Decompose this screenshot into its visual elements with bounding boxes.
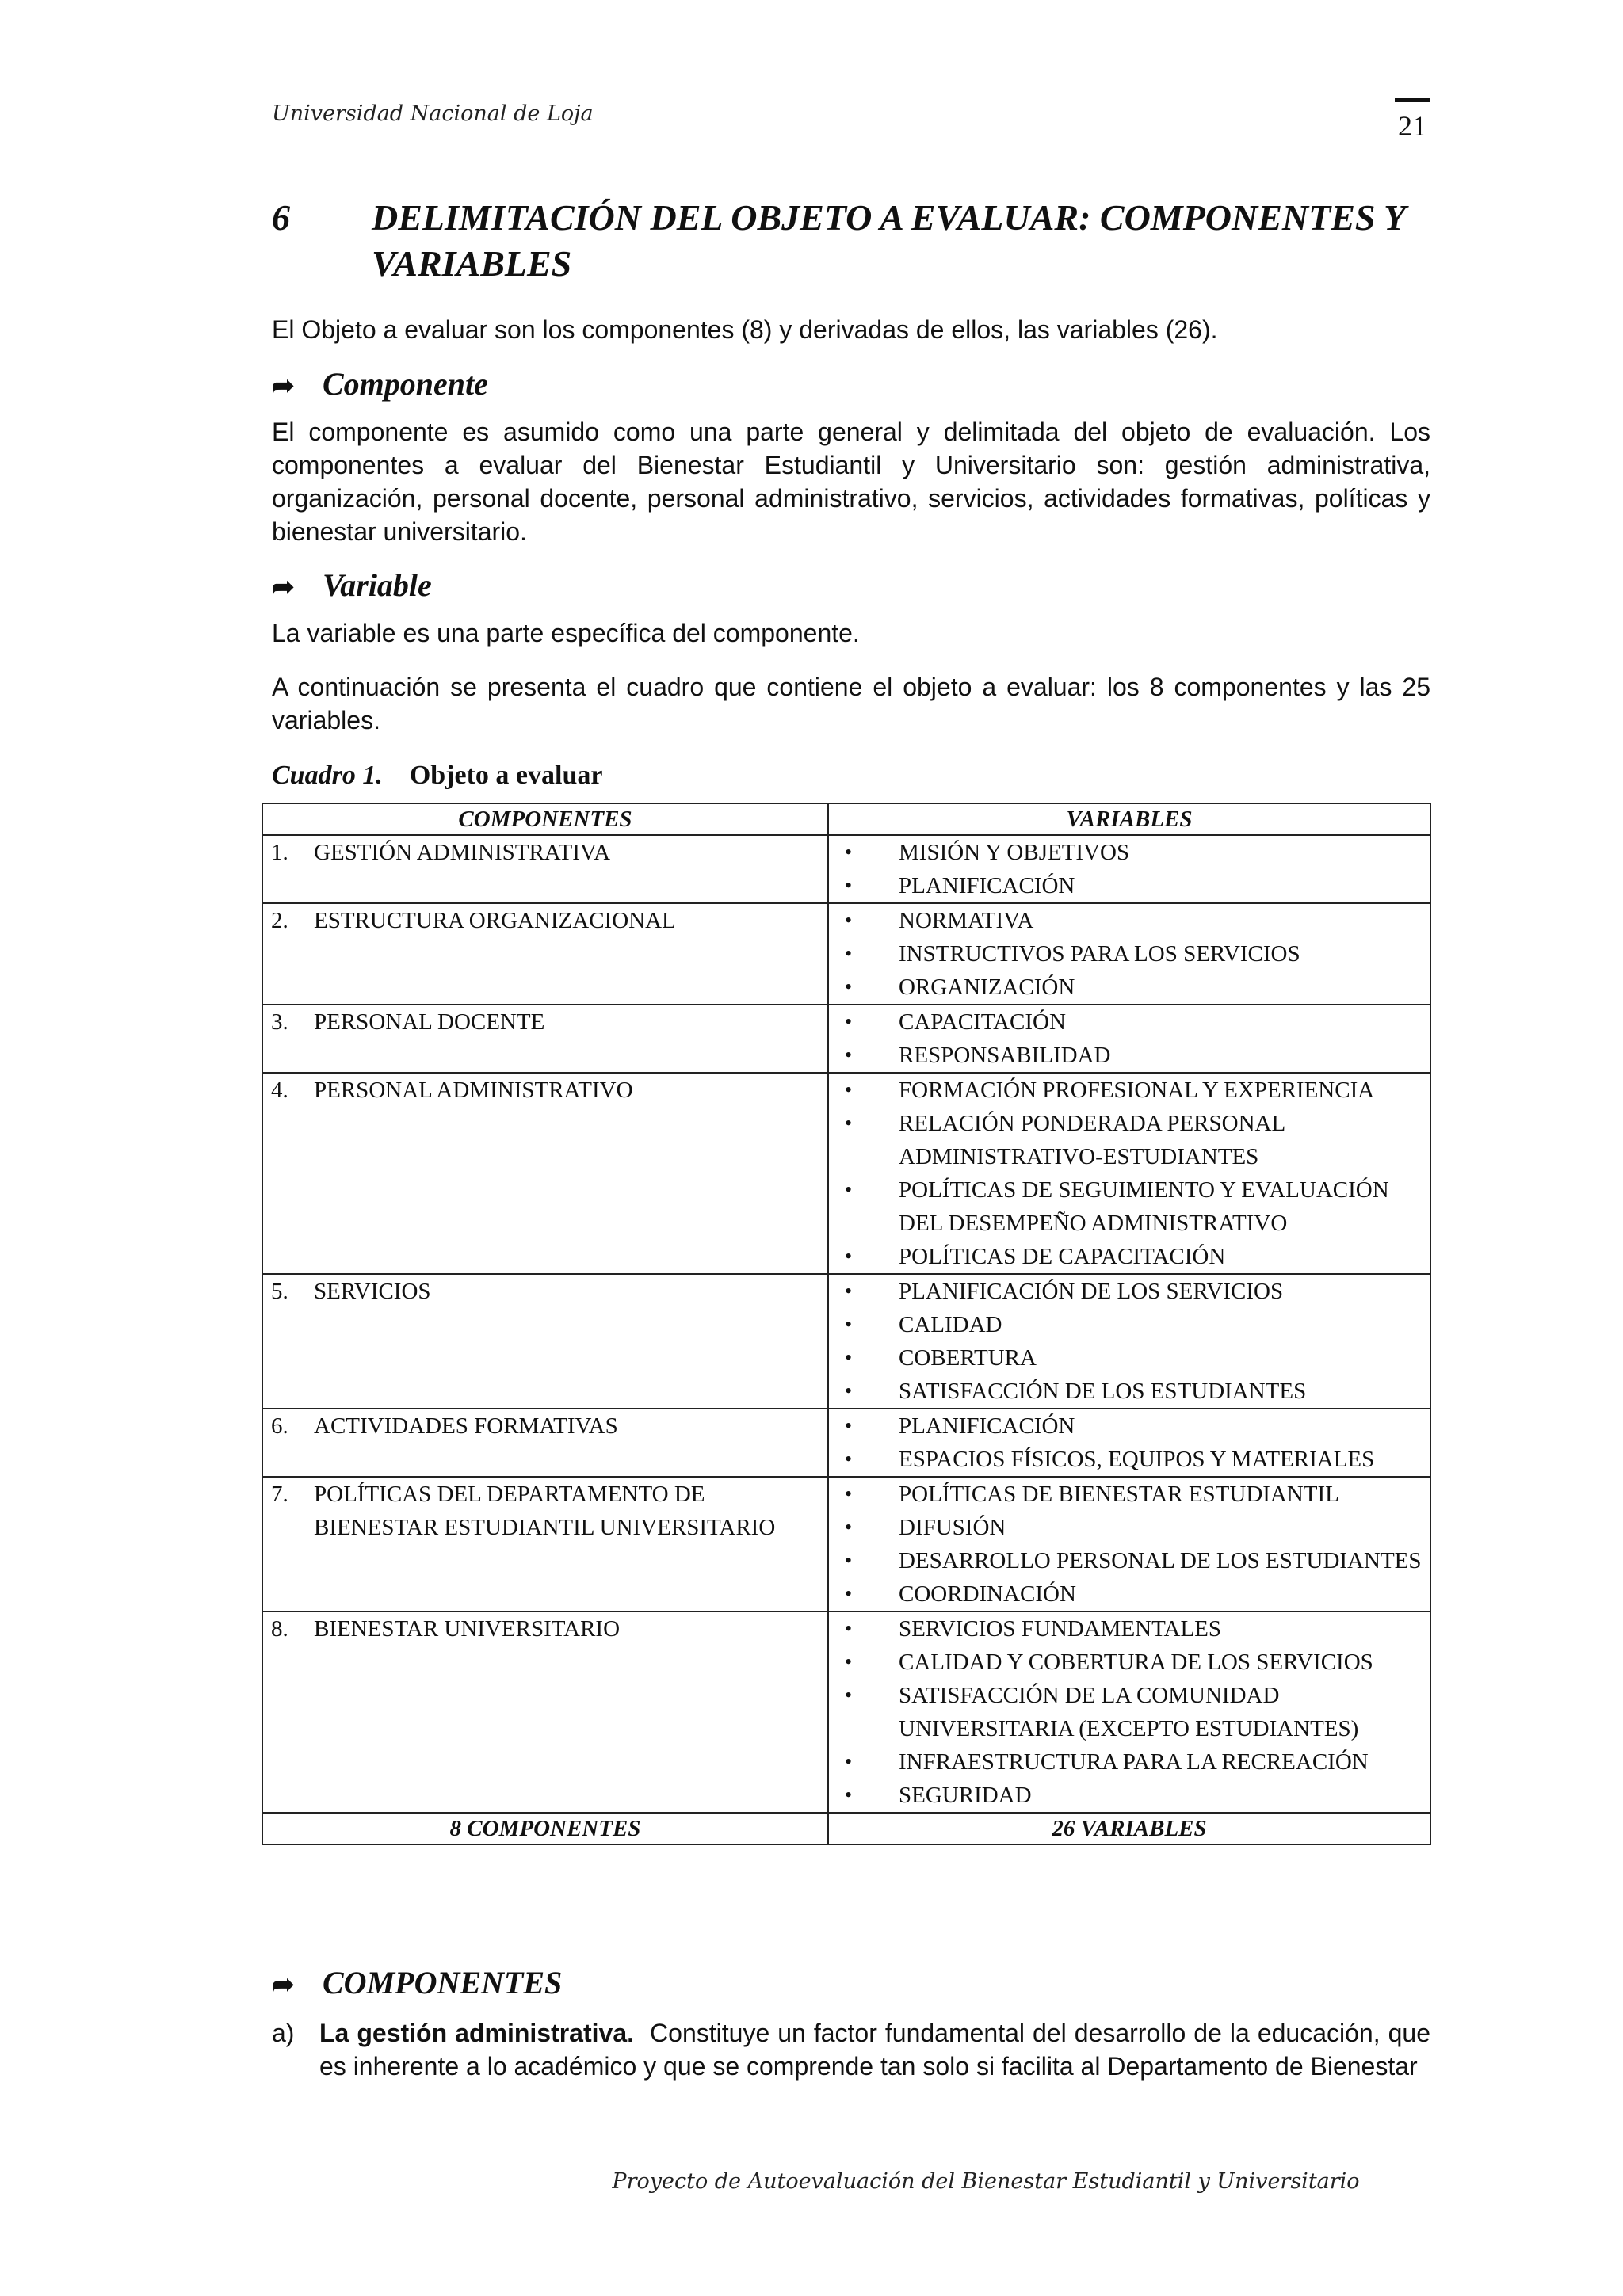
variable-text: POLÍTICAS DE SEGUIMIENTO Y EVALUACIÓN DEL DESEMPEÑO ADMINISTRATIVO — [899, 1177, 1389, 1236]
table-body — [262, 835, 1430, 1813]
variable-item — [837, 1646, 1422, 1679]
variable-text: INSTRUCTIVOS PARA LOS SERVICIOS — [899, 941, 1300, 967]
table-footer-row — [262, 1813, 1430, 1844]
bullet-dot-icon: • — [845, 1750, 853, 1773]
variables-cell — [828, 903, 1430, 1005]
bullet-dot-icon: • — [845, 1379, 853, 1402]
bullet-dot-icon: • — [845, 1783, 853, 1806]
variable-item — [837, 971, 1422, 1004]
variable-text: CALIDAD Y COBERTURA DE LOS SERVICIOS — [899, 1650, 1373, 1675]
variable-item — [837, 1275, 1422, 1308]
variable-text: CALIDAD — [899, 1312, 1002, 1337]
running-footer: Proyecto de Autoevaluación del Bienestar Estudiantil y Universitario — [612, 2169, 1360, 2194]
list-item-bold: La gestión administrativa. — [319, 2019, 635, 2047]
component-cell — [262, 1274, 828, 1409]
bullet-dot-icon: • — [845, 942, 853, 965]
bullet-dot-icon: • — [845, 1112, 853, 1135]
variable-text: PLANIFICACIÓN — [899, 873, 1075, 898]
bullet-dot-icon: • — [845, 1245, 853, 1268]
component-cell — [262, 1073, 828, 1274]
variables-cell — [828, 835, 1430, 903]
bullet-dot-icon: • — [845, 1313, 853, 1336]
variable-text: MISIÓN Y OBJETIVOS — [899, 840, 1130, 865]
arrow-bullet-icon: ➦ — [272, 1970, 295, 2000]
variable-text: RESPONSABILIDAD — [899, 1043, 1111, 1068]
list-item-body — [319, 2016, 1430, 2083]
table-row — [262, 1611, 1430, 1813]
caption-title: Objeto a evaluar — [409, 761, 603, 790]
variable-text: PLANIFICACIÓN DE LOS SERVICIOS — [899, 1279, 1284, 1304]
arrow-bullet-icon: ➦ — [272, 573, 295, 602]
variable-text: COORDINACIÓN — [899, 1581, 1076, 1607]
component-number: 4. — [271, 1077, 288, 1103]
variable-heading: ➦ Variable — [272, 566, 432, 605]
bullet-dot-icon: • — [845, 1617, 853, 1640]
component-cell — [262, 1477, 828, 1611]
table-row — [262, 1073, 1430, 1274]
component-cell — [262, 1005, 828, 1073]
table-caption — [272, 761, 602, 791]
running-header: Universidad Nacional de Loja — [272, 101, 594, 126]
bullet-dot-icon: • — [845, 1414, 853, 1437]
variable-item — [837, 1612, 1422, 1646]
component-number: 5. — [271, 1279, 288, 1304]
variable-item — [837, 1779, 1422, 1812]
variable-text: POLÍTICAS DE CAPACITACIÓN — [899, 1244, 1226, 1269]
objects-table — [262, 803, 1431, 1845]
variable-text: ORGANIZACIÓN — [899, 974, 1075, 1000]
variables-cell — [828, 1073, 1430, 1274]
header-variables: VARIABLES — [828, 803, 1430, 835]
bullet-dot-icon: • — [845, 1078, 853, 1101]
variable-item — [837, 1745, 1422, 1779]
table-row — [262, 835, 1430, 903]
variables-cell — [828, 1611, 1430, 1813]
component-cell — [262, 835, 828, 903]
component-label: POLÍTICAS DEL DEPARTAMENTO DE BIENESTAR ESTUDIANTIL UNIVERSITARIO — [314, 1482, 776, 1540]
bullet-dot-icon: • — [845, 975, 853, 998]
list-item-text: Constituye un factor fundamental del desarrollo de la educación, que es inherente a lo académico y que se comprende tan solo si facilita al Departamento de Bienestar — [319, 2019, 1431, 2081]
table-row — [262, 903, 1430, 1005]
arrow-bullet-icon: ➦ — [272, 372, 295, 401]
component-cell — [262, 1409, 828, 1477]
section-title-text: DELIMITACIÓN DEL OBJETO A EVALUAR: COMPONENTES Y VARIABLES — [372, 197, 1405, 284]
variable-item — [837, 1544, 1422, 1577]
caption-number: Cuadro 1. — [272, 761, 383, 790]
bullet-dot-icon: • — [845, 1582, 853, 1605]
bullet-dot-icon: • — [845, 1650, 853, 1673]
variable-text: FORMACIÓN PROFESIONAL Y EXPERIENCIA — [899, 1077, 1375, 1103]
variable-text: RELACIÓN PONDERADA PERSONAL ADMINISTRATIVO-ESTUDIANTES — [899, 1111, 1285, 1169]
variable-item — [837, 836, 1422, 869]
variable-text: CAPACITACIÓN — [899, 1009, 1066, 1035]
header-components: COMPONENTES — [262, 803, 828, 835]
bullet-dot-icon: • — [845, 1010, 853, 1033]
variable-text: DESARROLLO PERSONAL DE LOS ESTUDIANTES — [899, 1548, 1422, 1573]
bullet-dot-icon: • — [845, 1684, 853, 1707]
variable-item — [837, 1308, 1422, 1341]
component-label: ACTIVIDADES FORMATIVAS — [314, 1413, 618, 1439]
variable-item — [837, 1443, 1422, 1476]
variable-text: PLANIFICACIÓN — [899, 1413, 1075, 1439]
componente-heading: ➦ Componente — [272, 364, 488, 404]
component-number: 3. — [271, 1009, 288, 1035]
footer-variables-total: 26 VARIABLES — [828, 1813, 1430, 1844]
bullet-dot-icon: • — [845, 909, 853, 932]
bullet-dot-icon: • — [845, 1549, 853, 1572]
bullet-dot-icon: • — [845, 841, 853, 864]
variable-text: SEGURIDAD — [899, 1783, 1032, 1808]
bullet-dot-icon: • — [845, 1346, 853, 1369]
intro-paragraph: El Objeto a evaluar son los componentes (8) y derivadas de ellos, las variables (26). — [272, 315, 1218, 344]
component-number: 1. — [271, 840, 288, 865]
variables-cell — [828, 1005, 1430, 1073]
component-number: 7. — [271, 1482, 288, 1507]
component-cell — [262, 1611, 828, 1813]
component-label: GESTIÓN ADMINISTRATIVA — [314, 840, 611, 865]
component-number: 6. — [271, 1413, 288, 1439]
variable-item — [837, 869, 1422, 902]
variables-cell — [828, 1477, 1430, 1611]
bullet-dot-icon: • — [845, 1447, 853, 1470]
component-label: BIENESTAR UNIVERSITARIO — [314, 1616, 621, 1642]
bullet-dot-icon: • — [845, 874, 853, 897]
variable-item — [837, 1577, 1422, 1611]
variable-text: SERVICIOS FUNDAMENTALES — [899, 1616, 1222, 1642]
variable-text: SATISFACCIÓN DE LA COMUNIDAD UNIVERSITARIA (EXCEPTO ESTUDIANTES) — [899, 1683, 1359, 1741]
variable-item — [837, 1039, 1422, 1072]
variable-text: SATISFACCIÓN DE LOS ESTUDIANTES — [899, 1379, 1307, 1404]
variables-cell — [828, 1409, 1430, 1477]
variable-text: DIFUSIÓN — [899, 1515, 1006, 1540]
component-cell — [262, 903, 828, 1005]
variable-item — [837, 1173, 1422, 1240]
variable-item — [837, 1511, 1422, 1544]
variable-item — [837, 1375, 1422, 1408]
table-header-row — [262, 803, 1430, 835]
component-label: ESTRUCTURA ORGANIZACIONAL — [314, 908, 676, 933]
variable-item — [837, 1107, 1422, 1173]
bullet-dot-icon: • — [845, 1280, 853, 1302]
variable-text: POLÍTICAS DE BIENESTAR ESTUDIANTIL — [899, 1482, 1339, 1507]
variable-item — [837, 904, 1422, 937]
table-row — [262, 1409, 1430, 1477]
variable-item — [837, 1341, 1422, 1375]
section-number: 6 — [272, 197, 290, 238]
component-number: 2. — [271, 908, 288, 933]
footer-components-total: 8 COMPONENTES — [262, 1813, 828, 1844]
page-number: 21 — [1398, 110, 1426, 142]
componente-paragraph: El componente es asumido como una parte general y delimitada del objeto de evaluación. Los componentes a evaluar del Bienestar Estudiantil y Universitario son: gestión administrativa, organización, personal docente, personal administrativo, servicios, actividades formativas, políticas y bienestar universitario. — [272, 418, 1430, 546]
component-label: PERSONAL DOCENTE — [314, 1009, 545, 1035]
component-label: PERSONAL ADMINISTRATIVO — [314, 1077, 633, 1103]
bullet-dot-icon: • — [845, 1516, 853, 1539]
variable-item — [837, 1478, 1422, 1511]
variable-item — [837, 937, 1422, 971]
variable-paragraph: La variable es una parte específica del componente. — [272, 619, 860, 647]
variables-cell — [828, 1274, 1430, 1409]
variable-text: ESPACIOS FÍSICOS, EQUIPOS Y MATERIALES — [899, 1447, 1375, 1472]
component-label: SERVICIOS — [314, 1279, 431, 1304]
bullet-dot-icon: • — [845, 1482, 853, 1505]
table-intro-paragraph: A continuación se presenta el cuadro que contiene el objeto a evaluar: los 8 componentes y las 25 variables. — [272, 673, 1430, 734]
component-number: 8. — [271, 1616, 288, 1642]
variable-item — [837, 1074, 1422, 1107]
table-row — [262, 1005, 1430, 1073]
bullet-dot-icon: • — [845, 1043, 853, 1066]
table-row — [262, 1477, 1430, 1611]
variable-text: COBERTURA — [899, 1345, 1037, 1371]
variable-item — [837, 1679, 1422, 1745]
variable-item — [837, 1240, 1422, 1273]
table-row — [262, 1274, 1430, 1409]
variable-text: NORMATIVA — [899, 908, 1034, 933]
variable-item — [837, 1409, 1422, 1443]
page-number-rule — [1395, 98, 1430, 102]
list-item-label: a) — [272, 2019, 295, 2047]
bullet-dot-icon: • — [845, 1178, 853, 1201]
variable-item — [837, 1005, 1422, 1039]
componentes-heading: ➦ COMPONENTES — [272, 1963, 562, 2003]
variable-text: INFRAESTRUCTURA PARA LA RECREACIÓN — [899, 1749, 1369, 1775]
